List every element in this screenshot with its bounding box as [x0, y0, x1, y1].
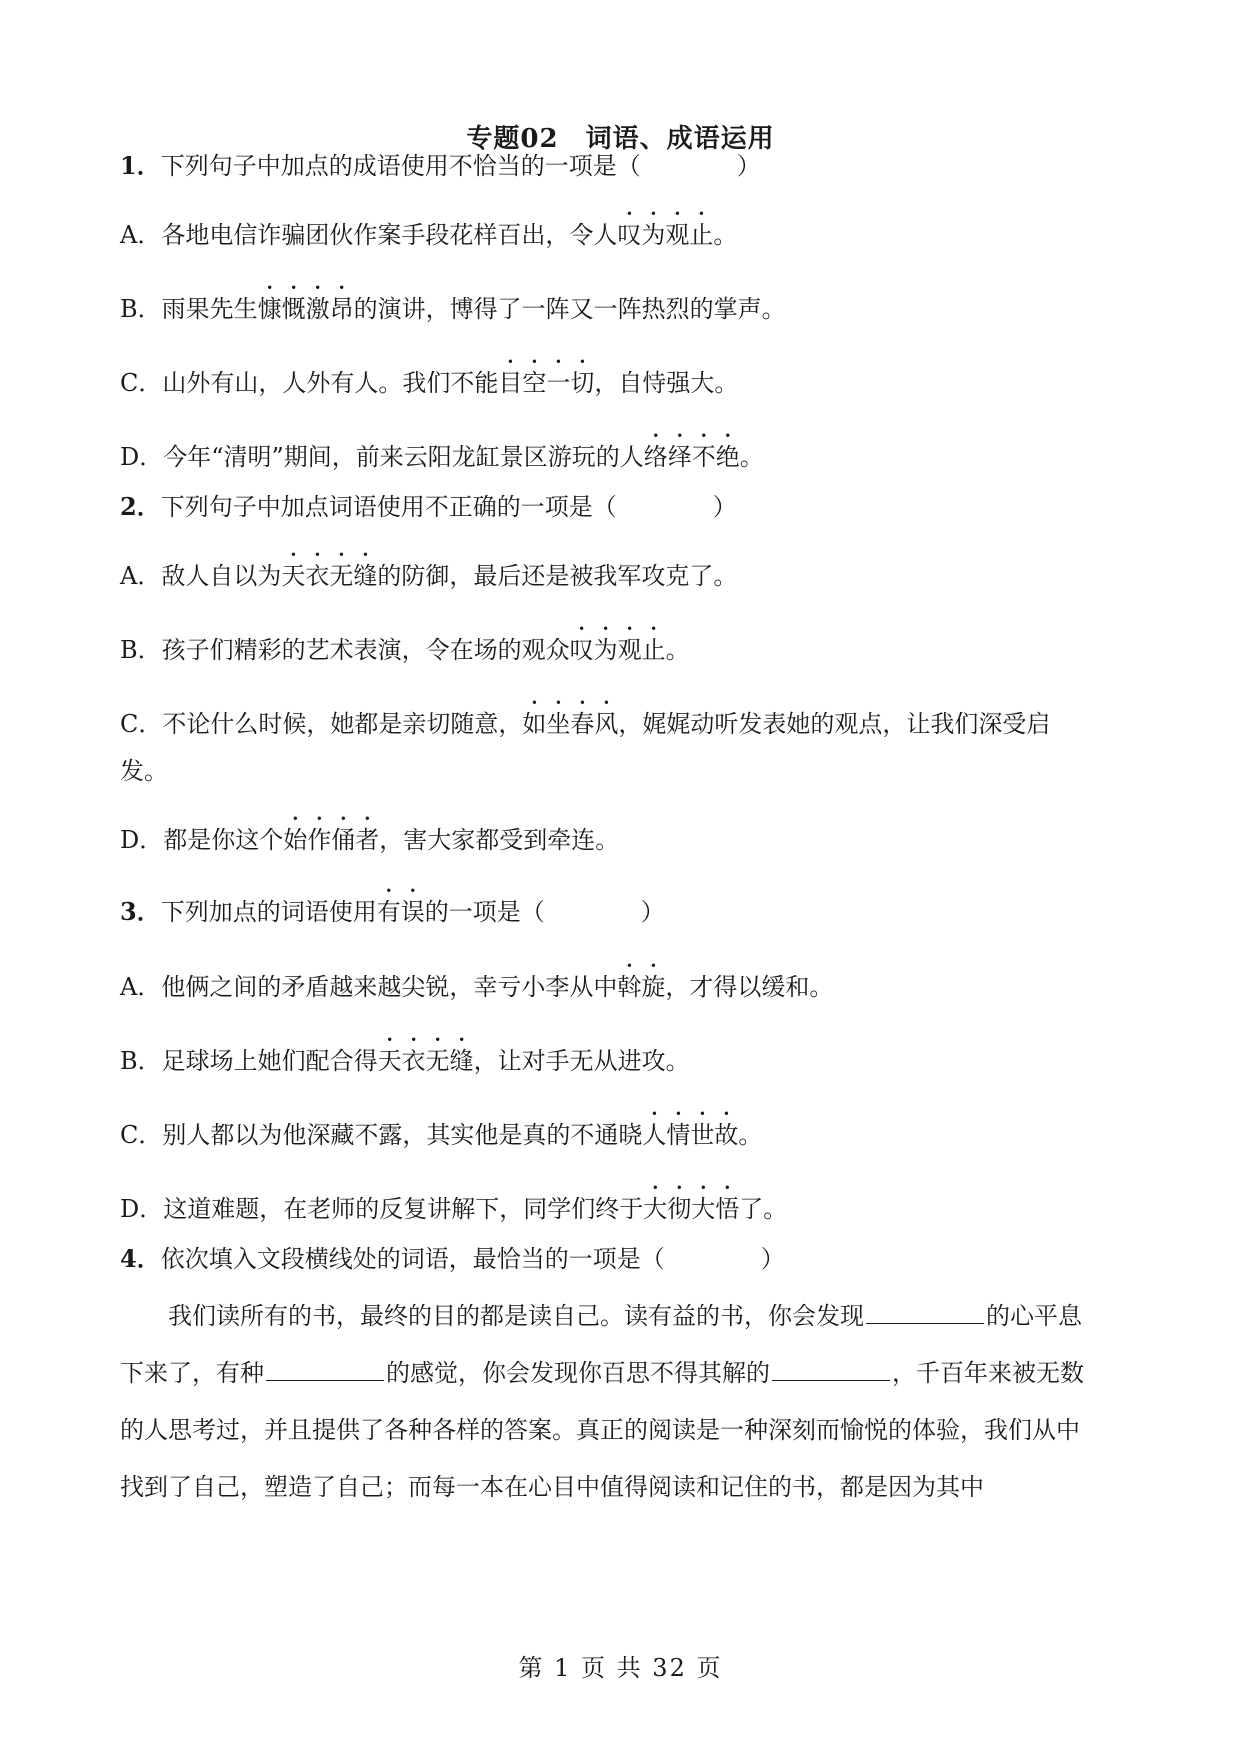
fill-blank-1: [866, 1299, 984, 1324]
q4-passage-line-1: [168, 1299, 1130, 1333]
q3-option-d: [120, 1181, 1130, 1226]
option-text: 的防御，最后还是被我军攻克了。: [377, 562, 738, 590]
dotted-phrase: 叹为观止: [617, 221, 714, 249]
question-number: 3．: [120, 897, 161, 926]
option-text: 的演讲，博得了一阵又一阵热烈的掌声。: [353, 295, 786, 323]
question-number: 4．: [120, 1244, 161, 1273]
passage-text: 下来了，有种: [120, 1359, 264, 1387]
option-text: 了。: [739, 1195, 788, 1223]
q4-passage-line-3: [120, 1413, 1130, 1447]
option-text: 发。: [120, 757, 168, 785]
q1-option-d: [120, 429, 1130, 474]
passage-text: 的人思考过，并且提供了各种各样的答案。真正的阅读是一种深刻而愉悦的体验，我们从中: [120, 1416, 1080, 1444]
q2-option-d: [120, 812, 1130, 857]
question-text: 依次填入文段横线处的词语，最恰当的一项是（ ）: [160, 1245, 785, 1273]
option-text: C．山外有山，人外有人。我们不能: [120, 369, 499, 397]
option-text: ，让对手无从进攻。: [473, 1047, 690, 1075]
passage-text: 我们读所有的书，最终的目的都是读自己。读有益的书，你会发现: [168, 1302, 864, 1330]
option-text: 。: [739, 443, 764, 471]
question-2-stem: [120, 490, 1130, 524]
fill-blank-2: [266, 1356, 384, 1381]
option-text: A．敌人自以为: [120, 562, 282, 590]
option-text: A．他俩之间的矛盾越来越尖锐，幸亏小李从中: [120, 973, 618, 1001]
q1-option-b: [120, 281, 1130, 326]
option-text: A．各地电信诈骗团伙作案手段花样百出，令人: [120, 221, 618, 249]
fill-blank-3: [772, 1356, 890, 1381]
option-text: 。: [713, 221, 738, 249]
question-4-stem: [120, 1242, 1130, 1276]
passage-text: 的感觉，你会发现你百思不得其解的: [386, 1359, 770, 1387]
q4-passage-line-2: [120, 1356, 1130, 1390]
q3-option-c: [120, 1107, 1130, 1152]
q1-option-c: [120, 355, 1130, 400]
question-text: 下列句子中加点的成语使用不恰当的一项是（ ）: [160, 152, 761, 180]
dotted-phrase: 斡旋: [617, 973, 666, 1001]
dotted-phrase: 络绎不绝: [643, 443, 740, 471]
dotted-phrase: 天衣无缝: [281, 562, 378, 590]
dotted-phrase: 有误: [376, 898, 425, 926]
page-footer: 第 1 页 共 32 页: [518, 1654, 723, 1682]
dotted-phrase: 慷慨激昂: [257, 295, 354, 323]
option-text: C．别人都以为他深藏不露，其实他是真的不通晓: [120, 1121, 643, 1149]
dotted-phrase: 叹为观止: [569, 636, 666, 664]
dotted-phrase: 大彻大悟: [643, 1195, 740, 1223]
option-text: B．孩子们精彩的艺术表演，令在场的观众: [120, 636, 570, 664]
option-text: ，才得以缓和。: [665, 973, 834, 1001]
option-text: B．雨果先生: [120, 295, 258, 323]
question-number: 1．: [120, 151, 161, 180]
option-text: D．这道难题，在老师的反复讲解下，同学们终于: [120, 1195, 644, 1223]
question-number: 2．: [120, 492, 161, 521]
option-text: C．不论什么时候，她都是亲切随意，: [120, 710, 523, 738]
q2-option-c: [120, 696, 1130, 741]
q2-option-b: [120, 622, 1130, 667]
option-text: ，自恃强大。: [594, 369, 739, 397]
q3-option-b: [120, 1033, 1130, 1078]
option-text: ，娓娓动听发表她的观点，让我们深受启: [618, 710, 1051, 738]
option-text: D．今年“清明”期间，前来云阳龙缸景区游玩的人: [120, 443, 644, 471]
option-text: 。: [738, 1121, 763, 1149]
q2-option-c-continued: [120, 754, 1130, 788]
question-1-stem: [120, 149, 1130, 183]
dotted-phrase: 如坐春风: [522, 710, 619, 738]
question-text: 下列句子中加点词语使用不正确的一项是（ ）: [160, 493, 737, 521]
page-title: 专题02 词语、成语运用: [466, 124, 775, 154]
option-text: ，害大家都受到牵连。: [379, 826, 620, 854]
question-text: 的一项是（ ）: [424, 898, 665, 926]
option-text: D．都是你这个: [120, 826, 284, 854]
question-3-stem: [120, 884, 1130, 929]
passage-text: 找到了自己，塑造了自己；而每一本在心目中值得阅读和记住的书，都是因为其中: [120, 1473, 984, 1501]
option-text: 。: [665, 636, 690, 664]
option-text: B．足球场上她们配合得: [120, 1047, 378, 1075]
q2-option-a: [120, 548, 1130, 593]
q3-option-a: [120, 959, 1130, 1004]
q1-option-a: [120, 207, 1130, 252]
dotted-phrase: 目空一切: [498, 369, 595, 397]
dotted-phrase: 天衣无缝: [377, 1047, 474, 1075]
dotted-phrase: 始作俑者: [283, 826, 380, 854]
passage-text: ，千百年来被无数: [892, 1359, 1084, 1387]
question-text: 下列加点的词语使用: [160, 898, 377, 926]
q4-passage-line-4: [120, 1470, 1130, 1504]
passage-text: 的心平息: [986, 1302, 1082, 1330]
dotted-phrase: 人情世故: [642, 1121, 739, 1149]
